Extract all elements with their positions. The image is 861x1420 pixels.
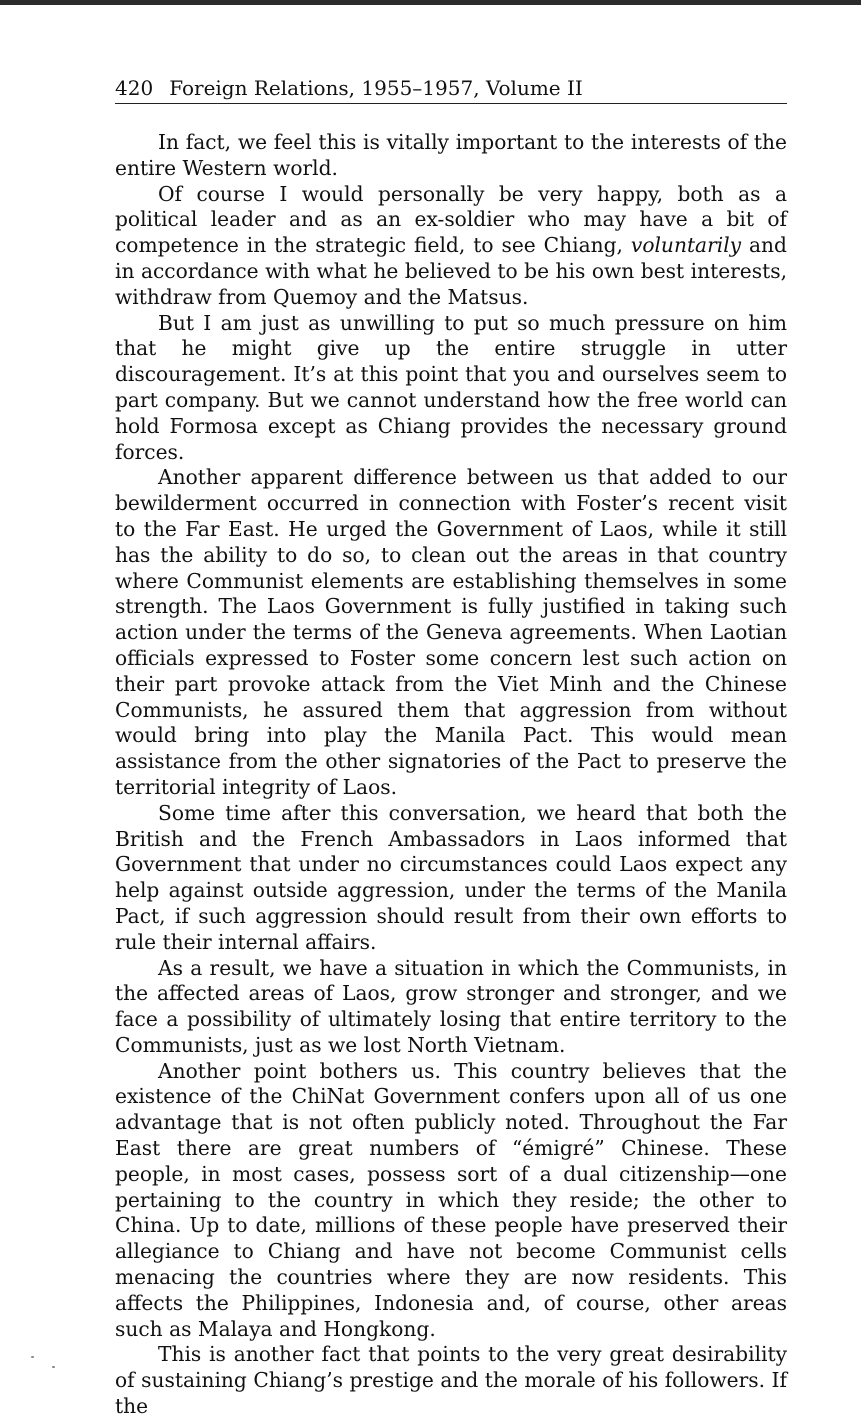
running-header [115, 76, 787, 104]
italic-emphasis: voluntarily [630, 233, 742, 258]
paragraph: As a result, we have a situation in which the Communists, in the affected areas of Laos, grow stronger and stronger, and we face a possibility of ultimately losing that entire territory to the Communists, just as we lost North Vietnam. [115, 955, 787, 1057]
paragraph: Some time after this conversation, we heard that both the British and the French Ambassadors in Laos informed that Government that under no circumstances could Laos expect any help against outside aggression, under the terms of the Manila Pact, if such aggression should result from their own efforts to rule their internal affairs. [115, 800, 787, 954]
page-top-edge [0, 0, 861, 5]
paragraph: Another apparent difference between us that added to our bewilderment occurred in connection with Foster’s recent visit to the Far East. He urged the Government of Laos, while it still has the ability to do so, to clean out the areas in that country where Communist elements are establishing themselves in some strength. The Laos Government is fully justified in taking such action under the terms of the Geneva agreements. When Laotian officials expressed to Foster some concern lest such action on their part provoke attack from the Viet Minh and the Chinese Communists, he assured them that aggression from without would bring into play the Manila Pact. This would mean assistance from the other signatories of the Pact to preserve the territorial integrity of Laos. [115, 465, 787, 799]
paragraph: This is another fact that points to the very great desirability of sustaining Chiang’s prestige and the morale of his followers. If the [115, 1342, 787, 1419]
paragraph: Another point bothers us. This country believes that the existence of the ChiNat Government confers upon all of us one advantage that is not often publicly noted. Throughout the Far East there are great numbers of “émigré” Chinese. These people, in most cases, possess sort of a dual citizenship—one pertaining to the country in which they reside; the other to China. Up to date, millions of these people have preserved their allegiance to Chiang and have not become Communist cells menacing the countries where they are now residents. This affects the Philippines, Indonesia and, of course, other areas such as Malaya and Hongkong. [115, 1058, 787, 1341]
paragraph-text: and in accordance with what he believed to be his own best interests, withdraw from Quemoy and the Matsus. [115, 233, 787, 309]
scan-speck [52, 1366, 55, 1368]
paragraph: But I am just as unwilling to put so much pressure on him that he might give up the entire struggle in utter discouragement. It’s at this point that you and ourselves seem to part company. But we cannot understand how the free world can hold Formosa except as Chiang provides the necessary ground forces. [115, 310, 787, 464]
running-title: Foreign Relations, 1955–1957, Volume II [169, 76, 583, 100]
page-body [115, 130, 787, 1420]
paragraph [115, 182, 787, 311]
scan-speck [31, 1356, 34, 1358]
paragraph: In fact, we feel this is vitally important to the interests of the entire Western world. [115, 130, 787, 180]
paragraph-text: Of course I would personally be very happy, both as a political leader and as an ex-soldier who may have a bit of competence in the strategic field, to see Chiang, [115, 181, 787, 258]
page-number: 420 [115, 76, 154, 100]
